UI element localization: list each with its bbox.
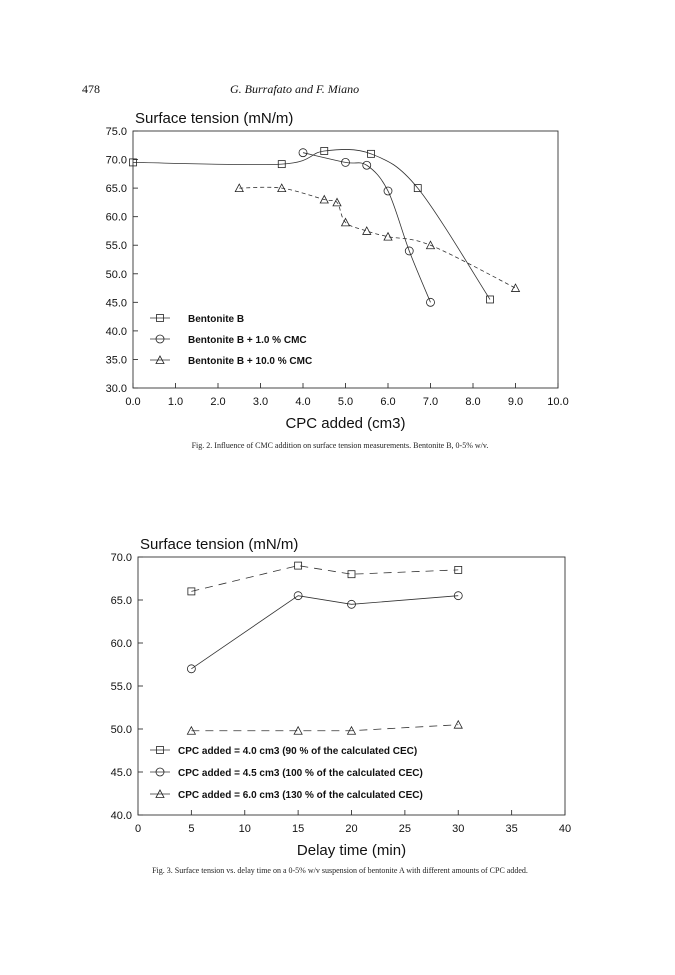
series-2 bbox=[187, 592, 462, 673]
y-tick-label: 45.0 bbox=[105, 297, 127, 310]
x-tick-label: 3.0 bbox=[252, 396, 269, 408]
x-tick-label: 8.0 bbox=[465, 396, 481, 408]
legend-label: Bentonite B + 1.0 % CMC bbox=[188, 335, 307, 346]
series-1 bbox=[188, 562, 462, 595]
chart-title: Surface tension (mN/m) bbox=[135, 110, 294, 127]
page-header bbox=[0, 82, 675, 98]
x-tick-label: 10.0 bbox=[547, 396, 569, 408]
series-3 bbox=[235, 184, 519, 291]
y-tick-label: 45.0 bbox=[110, 767, 132, 779]
x-tick-label: 35 bbox=[505, 823, 518, 835]
x-tick-label: 10 bbox=[238, 823, 251, 835]
figure-2-chart bbox=[0, 100, 675, 440]
page-number: 478 bbox=[82, 82, 100, 96]
legend bbox=[150, 314, 312, 367]
data-point bbox=[188, 588, 195, 595]
figure-3-chart bbox=[0, 530, 675, 870]
y-tick-label: 70.0 bbox=[110, 552, 132, 564]
series-1 bbox=[130, 147, 494, 302]
legend-label: CPC added = 4.0 cm3 (90 % of the calculated CEC) bbox=[178, 746, 418, 757]
x-tick-label: 5.0 bbox=[337, 396, 354, 408]
x-tick-label: 25 bbox=[398, 823, 411, 835]
y-tick-label: 65.0 bbox=[110, 595, 132, 607]
chart-title: Surface tension (mN/m) bbox=[140, 536, 299, 553]
series-line bbox=[239, 187, 515, 288]
series-line bbox=[191, 596, 458, 669]
x-tick-label: 2.0 bbox=[210, 396, 226, 408]
x-tick-label: 9.0 bbox=[507, 396, 524, 408]
x-tick-label: 15 bbox=[292, 823, 305, 835]
x-tick-label: 7.0 bbox=[422, 396, 439, 408]
x-tick-label: 20 bbox=[345, 823, 358, 835]
legend-label: CPC added = 4.5 cm3 (100 % of the calculated CEC) bbox=[178, 768, 423, 779]
x-tick-label: 5 bbox=[188, 823, 195, 835]
y-tick-label: 40.0 bbox=[105, 325, 127, 338]
y-tick-label: 70.0 bbox=[105, 154, 127, 167]
y-tick-label: 55.0 bbox=[105, 240, 127, 253]
x-tick-label: 0 bbox=[134, 823, 142, 835]
y-tick-label: 65.0 bbox=[105, 183, 127, 196]
series-line bbox=[191, 725, 458, 731]
x-tick-label: 4.0 bbox=[295, 396, 311, 408]
running-title: G. Burrafato and F. Miano bbox=[230, 82, 360, 96]
x-tick-label: 1.0 bbox=[167, 396, 184, 408]
x-tick-label: 0.0 bbox=[125, 396, 141, 408]
series-line bbox=[133, 149, 490, 299]
legend-label: CPC added = 6.0 cm3 (130 % of the calculated CEC) bbox=[178, 790, 423, 801]
y-tick-label: 60.0 bbox=[110, 638, 132, 650]
legend bbox=[150, 746, 423, 801]
x-tick-label: 30 bbox=[452, 823, 465, 835]
legend-label: Bentonite B + 10.0 % CMC bbox=[188, 356, 313, 367]
y-tick-label: 30.0 bbox=[105, 383, 127, 395]
figure-3-caption: Fig. 3. Surface tension vs. delay time on a 0-5% w/v suspension of bentonite A with different amounts of CPC added. bbox=[152, 866, 528, 875]
series-line bbox=[191, 566, 458, 592]
data-point bbox=[363, 227, 371, 235]
data-point bbox=[454, 721, 462, 729]
y-tick-label: 40.0 bbox=[110, 810, 132, 822]
data-point bbox=[512, 284, 520, 292]
plot-frame bbox=[133, 131, 558, 388]
y-tick-label: 75.0 bbox=[105, 126, 127, 138]
x-tick-label: 6.0 bbox=[380, 396, 396, 408]
y-tick-label: 60.0 bbox=[105, 211, 127, 224]
figure-2-caption: Fig. 2. Influence of CMC addition on surface tension measurements. Bentonite B, 0-5% w/v. bbox=[191, 441, 489, 450]
series-3 bbox=[187, 721, 462, 735]
x-axis-label: CPC added (cm3) bbox=[285, 415, 406, 432]
y-tick-label: 50.0 bbox=[105, 268, 127, 281]
x-tick-label: 40 bbox=[558, 823, 572, 835]
y-tick-label: 55.0 bbox=[110, 681, 132, 693]
legend-label: Bentonite B bbox=[188, 314, 245, 325]
y-tick-label: 35.0 bbox=[105, 354, 127, 367]
x-axis-label: Delay time (min) bbox=[296, 842, 407, 859]
y-tick-label: 50.0 bbox=[110, 724, 132, 736]
